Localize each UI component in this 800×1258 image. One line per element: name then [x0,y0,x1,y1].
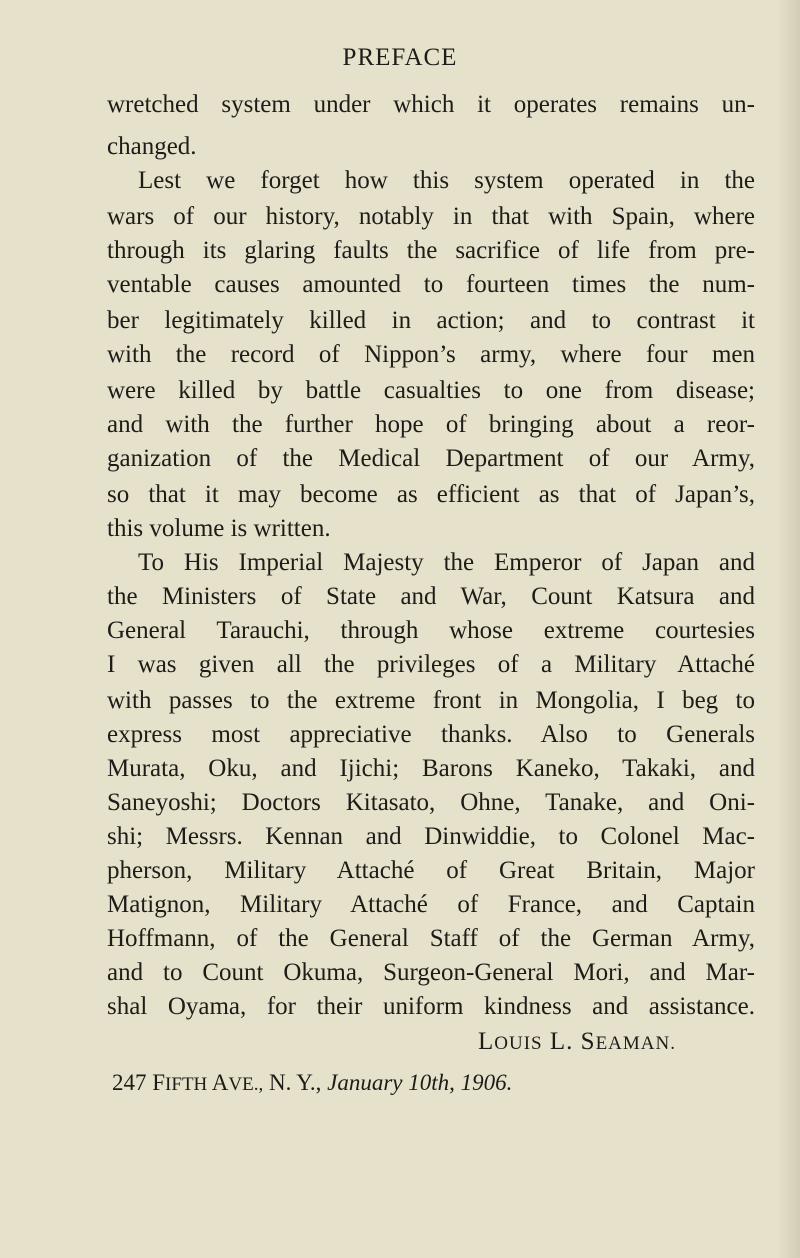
text-line: this volume is written. [107,515,331,542]
signature-middle: L. [549,1028,574,1055]
text-line: General Tarauchi, through whose extreme courtesies [107,617,755,644]
text-line: Saneyoshi; Doctors Kitasato, Ohne, Tanake, and Oni- [107,789,755,816]
signature-last-initial: S [580,1028,596,1055]
text-line: shal Oyama, for their uniform kindness and assistance. [107,993,755,1020]
text-line: so that it may become as efficient as that of Japan’s, [107,481,755,508]
signature-first-initial: L [478,1028,495,1055]
text-line: Matignon, Military Attaché of France, and Captain [107,891,755,918]
text-line: and with the further hope of bringing about a reor- [107,411,755,438]
street-initial: F [152,1070,166,1095]
text-line: with passes to the extreme front in Mongolia, I beg to [107,687,755,714]
text-line: shi; Messrs. Kennan and Dinwiddie, to Colonel Mac- [107,823,755,850]
text-line: were killed by battle casualties to one from disease; [107,377,755,404]
text-line: express most appreciative thanks. Also to Generals [107,721,755,748]
city: N. Y., [268,1070,322,1095]
signature-last-rest: EAMAN. [595,1033,676,1054]
text-line: To His Imperial Majesty the Emperor of Japan and [138,549,755,576]
text-line: through its glaring faults the sacrifice of life from pre- [107,237,755,264]
ave-initial: A [211,1070,229,1095]
address-number: 247 [112,1070,147,1095]
date: January 10th, 1906. [327,1070,513,1095]
text-line: Hoffmann, of the General Staff of the German Army, [107,925,755,952]
text-line: wretched system under which it operates remains un- [107,91,755,118]
text-line: pherson, Military Attaché of Great Britain, Major [107,857,755,884]
dateline [112,1070,512,1096]
signature-first-rest: OUIS [494,1033,543,1054]
signature [478,1028,676,1056]
ave-rest: VE., [228,1074,264,1095]
text-line: Murata, Oku, and Ijichi; Barons Kaneko, Takaki, and [107,755,755,782]
text-line: ventable causes amounted to fourteen times the num- [107,271,755,298]
street-rest: IFTH [165,1074,208,1095]
text-line: ber legitimately killed in action; and to contrast it [107,307,755,334]
text-line: I was given all the privileges of a Military Attaché [107,651,755,678]
page-title: PREFACE [342,44,458,71]
text-line: changed. [107,133,197,160]
text-line: ganization of the Medical Department of our Army, [107,445,755,472]
text-line: Lest we forget how this system operated in the [138,167,755,194]
text-line: with the record of Nippon’s army, where four men [107,341,755,368]
text-line: and to Count Okuma, Surgeon-General Mori, and Mar- [107,959,755,986]
text-line: the Ministers of State and War, Count Katsura and [107,583,755,610]
text-line: wars of our history, notably in that with Spain, where [107,203,755,230]
